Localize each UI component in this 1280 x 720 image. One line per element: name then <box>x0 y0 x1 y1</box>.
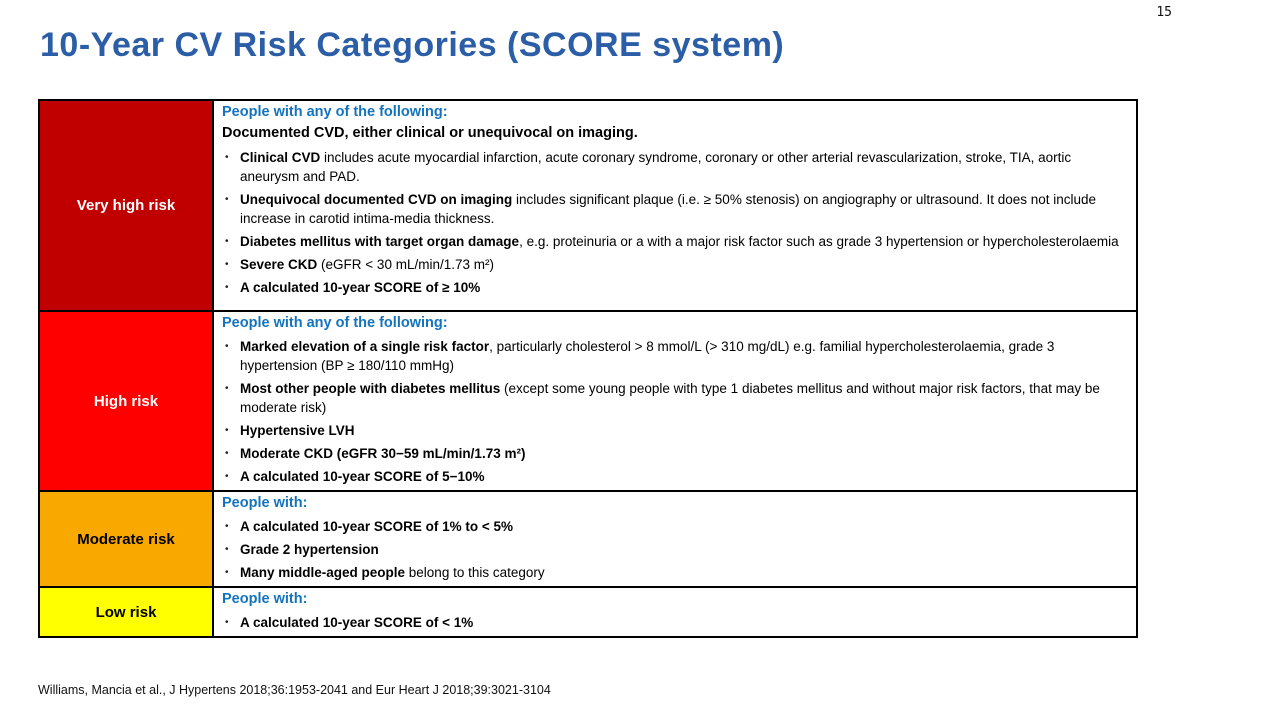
bullet-item: • A calculated 10-year SCORE of ≥ 10% <box>222 278 1126 297</box>
risk-label-very-high: Very high risk <box>40 101 214 310</box>
risk-label-high: High risk <box>40 312 214 490</box>
cell-header: People with: <box>222 495 308 511</box>
risk-content-moderate <box>214 492 1136 586</box>
page-number: 15 <box>1156 5 1172 20</box>
bullet-item: • Severe CKD (eGFR < 30 mL/min/1.73 m²) <box>222 255 1126 274</box>
cell-header: People with any of the following: <box>222 315 448 331</box>
table-row-moderate-risk <box>40 490 1136 586</box>
bullet-item: • A calculated 10-year SCORE of < 1% <box>222 613 1126 632</box>
risk-content-low <box>214 588 1136 636</box>
table-row-high-risk <box>40 310 1136 490</box>
bullet-icon: • <box>225 617 229 628</box>
bullet-icon: • <box>225 425 229 436</box>
bullet-item: • Unequivocal documented CVD on imaging includes significant plaque (i.e. ≥ 50% stenosis) on angiography or ultrasound. It does not include increase in carotid intima-media thickness. <box>222 190 1126 228</box>
bullet-item: • Moderate CKD (eGFR 30−59 mL/min/1.73 m²) <box>222 444 1126 463</box>
bullet-icon: • <box>225 194 229 205</box>
bullet-icon: • <box>225 567 229 578</box>
bullet-icon: • <box>225 521 229 532</box>
bullet-item: • Most other people with diabetes mellitus (except some young people with type 1 diabetes mellitus and without major risk factors, that may be moderate risk) <box>222 379 1126 417</box>
slide-title: 10-Year CV Risk Categories (SCORE system) <box>40 26 785 64</box>
bullet-icon: • <box>225 152 229 163</box>
risk-content-high <box>214 312 1136 490</box>
bullet-icon: • <box>225 341 229 352</box>
bullet-icon: • <box>225 236 229 247</box>
bullet-item: • Clinical CVD includes acute myocardial infarction, acute coronary syndrome, coronary or other arterial revascularization, stroke, TIA, aortic aneurysm and PAD. <box>222 148 1126 186</box>
bullet-icon: • <box>225 282 229 293</box>
citation: Williams, Mancia et al., J Hypertens 2018;36:1953-2041 and Eur Heart J 2018;39:3021-3104 <box>38 683 551 697</box>
bullet-item: • Diabetes mellitus with target organ damage, e.g. proteinuria or a with a major risk factor such as grade 3 hypertension or hypercholesterolaemia <box>222 232 1126 251</box>
risk-content-very-high <box>214 101 1136 310</box>
bullet-item: • Many middle-aged people belong to this category <box>222 563 1126 582</box>
bullet-icon: • <box>225 448 229 459</box>
risk-label-low: Low risk <box>40 588 214 636</box>
cell-subheader: Documented CVD, either clinical or unequivocal on imaging. <box>222 125 638 141</box>
bullet-item: • Grade 2 hypertension <box>222 540 1126 559</box>
bullet-icon: • <box>225 383 229 394</box>
table-row-very-high-risk <box>40 101 1136 310</box>
bullet-item: • Hypertensive LVH <box>222 421 1126 440</box>
cell-header: People with any of the following: <box>222 104 448 120</box>
bullet-item: • Marked elevation of a single risk factor, particularly cholesterol > 8 mmol/L (> 310 mg/dL) e.g. familial hypercholesterolaemia, grade 3 hypertension (BP ≥ 180/110 mmHg) <box>222 337 1126 375</box>
bullet-icon: • <box>225 544 229 555</box>
bullet-item: • A calculated 10-year SCORE of 1% to < 5% <box>222 517 1126 536</box>
bullet-icon: • <box>225 471 229 482</box>
risk-label-moderate: Moderate risk <box>40 492 214 586</box>
bullet-item: • A calculated 10-year SCORE of 5−10% <box>222 467 1126 486</box>
table-row-low-risk <box>40 586 1136 636</box>
risk-table <box>38 99 1138 638</box>
cell-header: People with: <box>222 591 308 607</box>
bullet-icon: • <box>225 259 229 270</box>
